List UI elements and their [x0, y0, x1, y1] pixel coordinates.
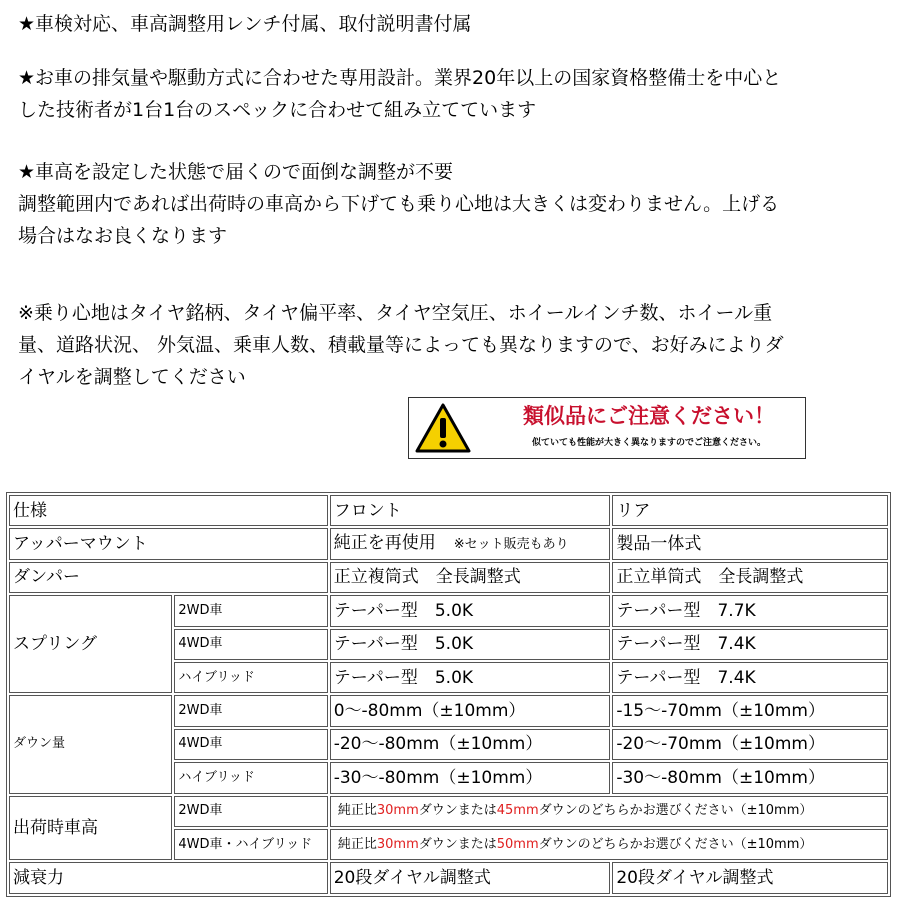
cell-front: [330, 528, 611, 559]
cell-front: テーパー型 5.0K: [330, 662, 611, 693]
sub-label: 4WD車: [174, 629, 327, 660]
spec-table: [6, 492, 891, 897]
cell-ship-height: [330, 829, 888, 860]
text-line: ★車高を設定した状態で届くので面倒な調整が不要: [18, 161, 454, 183]
cell-ship-height: [330, 796, 888, 827]
table-row-down: [9, 695, 888, 726]
table-row-damping: [9, 862, 888, 893]
text-highlight: 50mm: [496, 836, 539, 852]
table-row-upper-mount: [9, 528, 888, 559]
cell-rear: 製品一体式: [612, 528, 888, 559]
row-label: 減衰力: [9, 862, 328, 893]
cell-front: 20段ダイヤル調整式: [330, 862, 611, 893]
row-label: 出荷時車高: [9, 796, 172, 861]
text-highlight: 30mm: [376, 803, 419, 819]
sub-label: 4WD車: [174, 729, 327, 760]
cell-note: ※セット販売もあり: [453, 537, 569, 553]
cell-front: テーパー型 5.0K: [330, 629, 611, 660]
text-line: 場合はなお良くなります: [18, 225, 228, 247]
cell-front: -30～-80mm（±10mm）: [330, 762, 611, 793]
text-post: ダウンのどちらかお選びください（±10mm）: [538, 803, 813, 819]
cell-rear: テーパー型 7.4K: [612, 662, 888, 693]
text-mid: ダウンまたは: [418, 803, 497, 819]
cell-rear: 20段ダイヤル調整式: [612, 862, 888, 893]
cell-rear: -15～-70mm（±10mm）: [612, 695, 888, 726]
row-label: アッパーマウント: [9, 528, 328, 559]
counterfeit-warning-banner: [408, 397, 806, 459]
table-row-damper: [9, 562, 888, 593]
cell-front: 正立複筒式 全長調整式: [330, 562, 611, 593]
cell-front: -20～-80mm（±10mm）: [330, 729, 611, 760]
text-line: 量、道路状況、 外気温、乗車人数、積載量等によっても異なりますので、お好みによりダ: [18, 334, 784, 356]
text-line: 調整範囲内であれば出荷時の車高から下げても乗り心地は大きくは変わりません。上げる: [18, 193, 780, 215]
sub-label: ハイブリッド: [174, 662, 327, 693]
feature-preset-height: [18, 156, 888, 252]
cell-value: 純正を再使用: [333, 533, 436, 554]
cell-rear: 正立単筒式 全長調整式: [612, 562, 888, 593]
text-line: ※乗り心地はタイヤ銘柄、タイヤ偏平率、タイヤ空気圧、ホイールインチ数、ホイール重: [18, 302, 773, 324]
sub-label: 2WD車: [174, 695, 327, 726]
header-spec: 仕様: [9, 495, 328, 526]
text-line: ★車検対応、車高調整用レンチ付属、取付説明書付属: [18, 13, 472, 35]
warning-title: 類似品にご注意ください！: [523, 404, 775, 428]
text-pre: 純正比: [337, 803, 377, 819]
cell-rear: -30～-80mm（±10mm）: [612, 762, 888, 793]
text-line: した技術者が1台1台のスペックに合わせて組み立てています: [18, 99, 537, 121]
text-mid: ダウンまたは: [418, 836, 497, 852]
row-label: スプリング: [9, 595, 172, 693]
sub-label: ハイブリッド: [174, 762, 327, 793]
sub-label: 2WD車: [174, 796, 327, 827]
header-front: フロント: [330, 495, 611, 526]
row-label: ダンパー: [9, 562, 328, 593]
row-label: ダウン量: [9, 695, 172, 793]
warning-subtitle: 似ていても性能が大きく異なりますのでご注意ください。: [531, 438, 766, 448]
header-rear: リア: [612, 495, 888, 526]
text-line: ★お車の排気量や駆動方式に合わせた専用設計。業界20年以上の国家資格整備士を中心と: [18, 67, 782, 89]
cell-front: 0～-80mm（±10mm）: [330, 695, 611, 726]
text-line: イヤルを調整してください: [18, 366, 246, 388]
text-post: ダウンのどちらかお選びください（±10mm）: [538, 836, 813, 852]
table-row-ship-height: [9, 796, 888, 827]
text-highlight: 45mm: [496, 803, 539, 819]
table-row-spring: [9, 595, 888, 626]
table-row-header: [9, 495, 888, 526]
sub-label: 2WD車: [174, 595, 327, 626]
cell-front: テーパー型 5.0K: [330, 595, 611, 626]
text-highlight: 30mm: [376, 836, 419, 852]
sub-label: 4WD車・ハイブリッド: [174, 829, 327, 860]
cell-rear: テーパー型 7.4K: [612, 629, 888, 660]
cell-rear: テーパー型 7.7K: [612, 595, 888, 626]
feature-included-items: [18, 8, 888, 40]
warning-triangle-icon: [415, 402, 471, 454]
text-pre: 純正比: [337, 836, 377, 852]
cell-rear: -20～-70mm（±10mm）: [612, 729, 888, 760]
ride-comfort-note: [18, 297, 888, 393]
feature-custom-design: [18, 62, 888, 126]
